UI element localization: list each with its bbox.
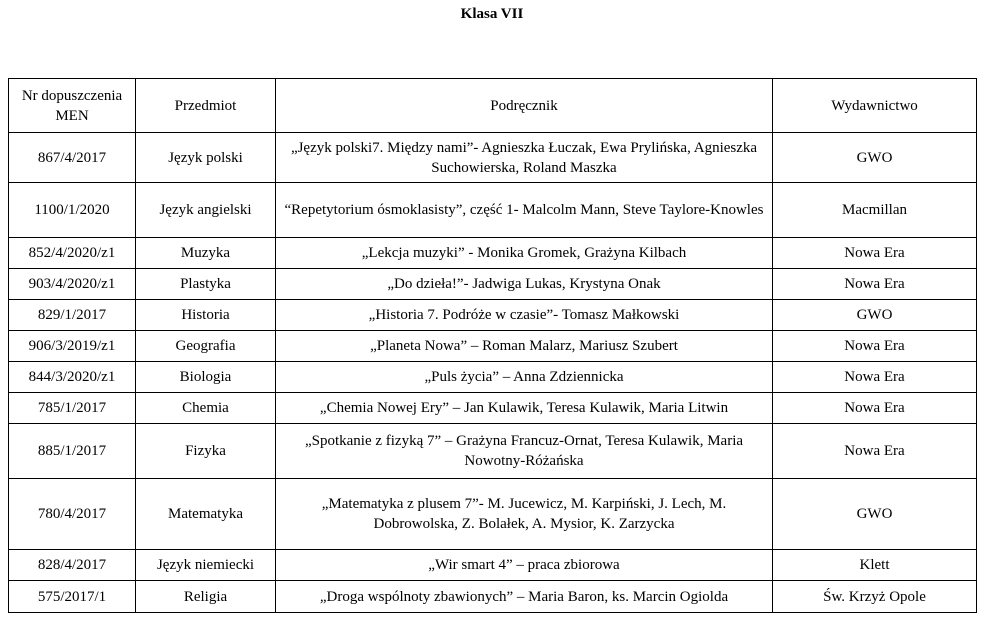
cell-publisher: Nowa Era	[773, 238, 977, 269]
header-przedmiot: Przedmiot	[136, 79, 276, 133]
cell-publisher: GWO	[773, 479, 977, 550]
cell-nr: 844/3/2020/z1	[9, 362, 136, 393]
cell-nr: 829/1/2017	[9, 300, 136, 331]
cell-subject: Język niemiecki	[136, 550, 276, 581]
cell-publisher: GWO	[773, 133, 977, 183]
cell-nr: 885/1/2017	[9, 424, 136, 479]
cell-nr: 906/3/2019/z1	[9, 331, 136, 362]
cell-publisher: Macmillan	[773, 183, 977, 238]
cell-publisher: Nowa Era	[773, 424, 977, 479]
cell-subject: Religia	[136, 581, 276, 613]
cell-publisher: Św. Krzyż Opole	[773, 581, 977, 613]
cell-textbook: „Planeta Nowa” – Roman Malarz, Mariusz Szubert	[276, 331, 773, 362]
table-row	[9, 550, 977, 581]
cell-nr: 780/4/2017	[9, 479, 136, 550]
cell-nr: 828/4/2017	[9, 550, 136, 581]
cell-subject: Plastyka	[136, 269, 276, 300]
table-row	[9, 269, 977, 300]
cell-subject: Fizyka	[136, 424, 276, 479]
cell-subject: Język polski	[136, 133, 276, 183]
cell-textbook: „Historia 7. Podróże w czasie”- Tomasz Małkowski	[276, 300, 773, 331]
header-wydawnictwo: Wydawnictwo	[773, 79, 977, 133]
cell-textbook: „Matematyka z plusem 7”- M. Jucewicz, M. Karpiński, J. Lech, M. Dobrowolska, Z. Bolałek, A. Mysior, K. Zarzycka	[276, 479, 773, 550]
cell-publisher: Nowa Era	[773, 331, 977, 362]
cell-textbook: „Do dzieła!”- Jadwiga Lukas, Krystyna Onak	[276, 269, 773, 300]
table-header-row	[9, 79, 977, 133]
cell-textbook: „Spotkanie z fizyką 7” – Grażyna Francuz-Ornat, Teresa Kulawik, Maria Nowotny-Różańska	[276, 424, 773, 479]
cell-textbook: „Język polski7. Między nami”- Agnieszka Łuczak, Ewa Prylińska, Agnieszka Suchowierska, Roland Maszka	[276, 133, 773, 183]
cell-nr: 852/4/2020/z1	[9, 238, 136, 269]
cell-subject: Geografia	[136, 331, 276, 362]
cell-nr: 867/4/2017	[9, 133, 136, 183]
cell-publisher: Nowa Era	[773, 393, 977, 424]
cell-subject: Biologia	[136, 362, 276, 393]
table-row	[9, 362, 977, 393]
cell-nr: 575/2017/1	[9, 581, 136, 613]
cell-nr: 785/1/2017	[9, 393, 136, 424]
cell-textbook: „Puls życia” – Anna Zdziennicka	[276, 362, 773, 393]
textbook-table	[8, 78, 977, 613]
cell-publisher: Nowa Era	[773, 362, 977, 393]
cell-textbook: „Lekcja muzyki” - Monika Gromek, Grażyna Kilbach	[276, 238, 773, 269]
header-podrecznik: Podręcznik	[276, 79, 773, 133]
cell-subject: Matematyka	[136, 479, 276, 550]
table-row	[9, 300, 977, 331]
cell-nr: 903/4/2020/z1	[9, 269, 136, 300]
cell-subject: Chemia	[136, 393, 276, 424]
cell-textbook: “Repetytorium ósmoklasisty”, część 1- Malcolm Mann, Steve Taylore-Knowles	[276, 183, 773, 238]
cell-publisher: GWO	[773, 300, 977, 331]
cell-publisher: Klett	[773, 550, 977, 581]
table-row	[9, 238, 977, 269]
cell-textbook: „Droga wspólnoty zbawionych” – Maria Baron, ks. Marcin Ogiolda	[276, 581, 773, 613]
table-row	[9, 479, 977, 550]
cell-subject: Muzyka	[136, 238, 276, 269]
cell-publisher: Nowa Era	[773, 269, 977, 300]
table-row	[9, 331, 977, 362]
cell-subject: Historia	[136, 300, 276, 331]
table-row	[9, 133, 977, 183]
cell-textbook: „Chemia Nowej Ery” – Jan Kulawik, Teresa Kulawik, Maria Litwin	[276, 393, 773, 424]
cell-textbook: „Wir smart 4” – praca zbiorowa	[276, 550, 773, 581]
cell-nr: 1100/1/2020	[9, 183, 136, 238]
page-title: Klasa VII	[460, 6, 524, 22]
header-nr-dopuszczenia: Nr dopuszczenia MEN	[9, 79, 136, 133]
cell-subject: Język angielski	[136, 183, 276, 238]
table-row	[9, 581, 977, 613]
table-row	[9, 183, 977, 238]
table-row	[9, 393, 977, 424]
table-row	[9, 424, 977, 479]
